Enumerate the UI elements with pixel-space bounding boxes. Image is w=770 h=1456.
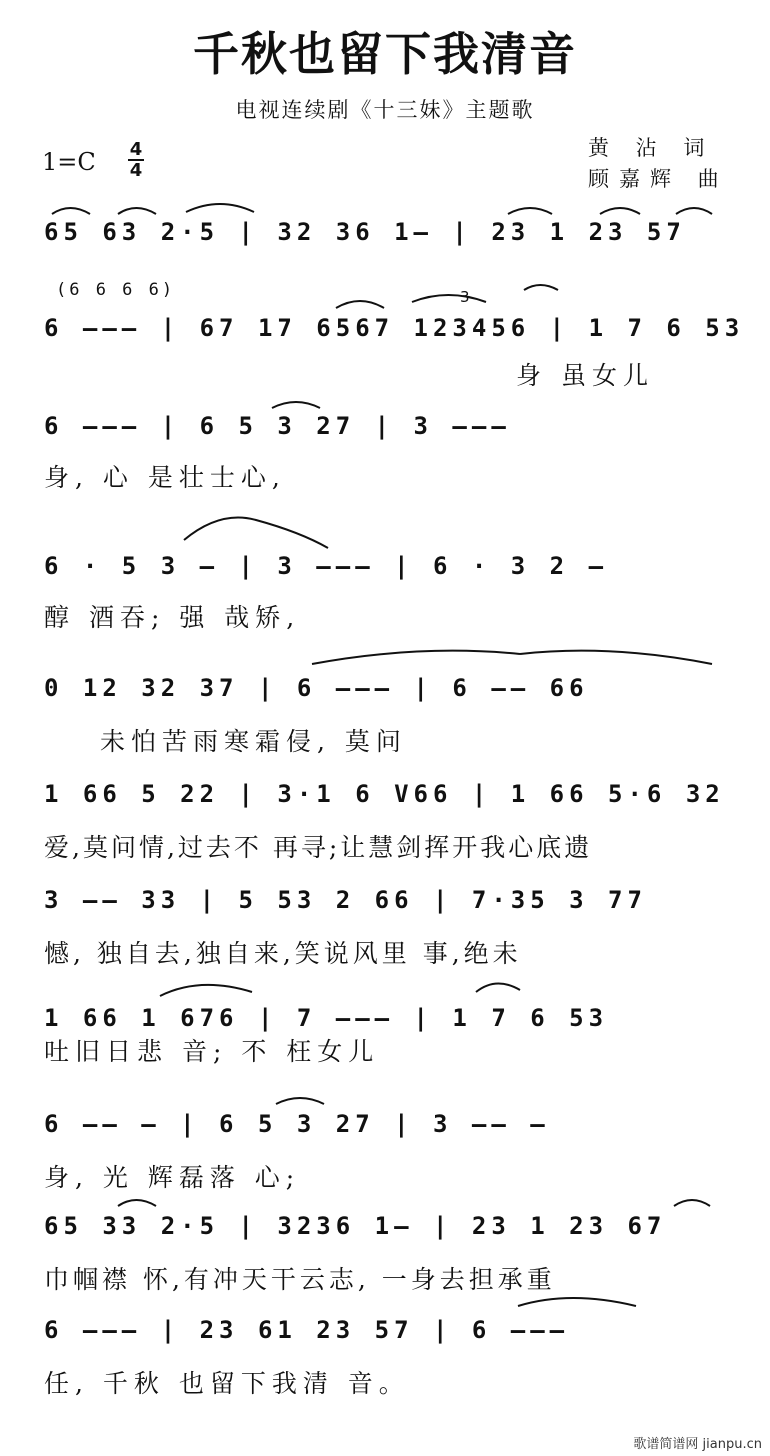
lyrics-line: 憾, 独自去,独自来,笑说风里 事,绝未 — [44, 939, 522, 968]
slur — [312, 651, 520, 664]
slur — [276, 1098, 324, 1104]
time-signature-top: 4 — [129, 139, 143, 160]
slur — [186, 204, 254, 212]
notation-line: 6 ——— | 67 17 6567 123456 | 1 7 6 53 — [44, 314, 745, 342]
slur — [524, 285, 558, 290]
slur — [520, 651, 712, 664]
slur — [184, 518, 328, 549]
notation-line: 6 —— — | 6 5 3 27 | 3 —— — — [44, 1110, 550, 1138]
notation-line: 0 12 32 37 | 6 ——— | 6 —— 66 — [44, 674, 589, 702]
slur — [336, 301, 384, 308]
slur — [160, 985, 252, 996]
slur — [676, 208, 712, 214]
notation-line: 6 · 5 3 — | 3 ——— | 6 · 3 2 — — [44, 552, 609, 580]
lyrics-line: 爱,莫问情,过去不 再寻;让慧剑挥开我心底遗 — [44, 833, 593, 862]
song-title: 千秋也留下我清音 — [193, 27, 577, 81]
slur — [476, 983, 520, 992]
notation-line: 6 ——— | 23 61 23 57 | 6 ——— — [44, 1316, 570, 1344]
notation-line: 65 63 2·5 | 32 36 1— | 23 1 23 57 — [44, 218, 686, 246]
triplet-mark: 3 — [460, 288, 470, 306]
slur — [508, 208, 552, 214]
slur — [412, 295, 486, 302]
notation-line: 1 66 1 676 | 7 ——— | 1 7 6 53 — [44, 1004, 609, 1032]
slur — [600, 208, 640, 214]
slur — [118, 1200, 156, 1206]
lyrics-line: 未怕苦雨寒霜侵, 莫问 — [100, 727, 407, 756]
lyrics-line: 身 虽女儿 — [516, 361, 654, 390]
lyrics-line: 醇 酒吞; 强 哉矫, — [44, 603, 301, 632]
lyrics-line: 吐旧日悲 音; 不 枉女儿 — [44, 1037, 380, 1066]
notation-line: 65 33 2·5 | 3236 1— | 23 1 23 67 — [44, 1212, 667, 1240]
notation-line: 6 ——— | 6 5 3 27 | 3 ——— — [44, 412, 511, 440]
notation-line: 3 —— 33 | 5 53 2 66 | 7·35 3 77 — [44, 886, 647, 914]
grace-notes: (6 6 6 6) — [56, 280, 176, 300]
key-signature: 1=C — [42, 148, 96, 176]
slur — [118, 208, 156, 214]
slur — [272, 402, 320, 408]
song-subtitle: 电视连续剧《十三妹》主题歌 — [235, 98, 535, 122]
composer-credit: 顾嘉辉 曲 — [588, 167, 729, 191]
lyrics-line: 巾帼襟 怀,有冲天干云志, 一身去担承重 — [44, 1265, 556, 1294]
lyrics-line: 身, 光 辉磊落 心; — [44, 1163, 301, 1192]
lyrics-line: 身, 心 是壮士心, — [44, 463, 286, 492]
lyrics-line: 任, 千秋 也留下我清 音。 — [44, 1369, 410, 1398]
watermark: 歌谱简谱网 jianpu.cn — [633, 1437, 762, 1452]
slur — [674, 1200, 710, 1206]
slur — [52, 208, 90, 214]
lyricist-credit: 黄 沾 词 — [588, 136, 715, 160]
slur — [518, 1298, 636, 1306]
notation-line: 1 66 5 22 | 3·1 6 V66 | 1 66 5·6 32 — [44, 780, 725, 808]
time-signature-bottom: 4 — [129, 160, 143, 181]
